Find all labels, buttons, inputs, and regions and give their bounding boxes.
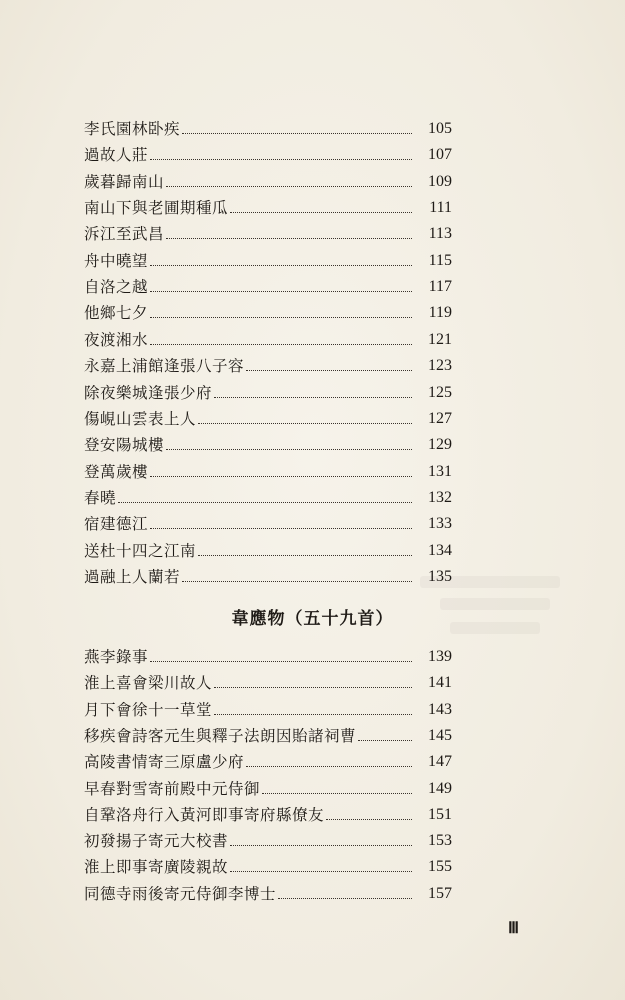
toc-entry — [84, 508, 452, 534]
toc-entry-page: 153 — [428, 832, 452, 850]
dot-leader — [166, 186, 412, 187]
section-heading: 韋應物（五十九首） — [231, 609, 394, 629]
toc-entry-title: 春曉 — [84, 488, 117, 507]
toc-entry-title: 舟中曉望 — [84, 251, 149, 270]
toc-entry-page: 123 — [428, 357, 452, 375]
dot-leader — [230, 845, 412, 846]
toc-entry — [84, 350, 452, 376]
toc-entry — [84, 403, 452, 429]
toc-entry-page: 111 — [429, 199, 452, 217]
toc-entry-title: 過故人莊 — [84, 146, 149, 165]
toc-entry-title: 夜渡湘水 — [84, 330, 149, 349]
dot-leader — [198, 555, 412, 556]
toc-entry — [84, 694, 452, 720]
toc-entry-page: 125 — [428, 383, 452, 401]
toc-entry — [84, 746, 452, 772]
toc-entry — [84, 561, 452, 587]
dot-leader — [246, 370, 412, 371]
toc-entry-title: 泝江至武昌 — [84, 225, 165, 244]
toc-entry-title: 同德寺雨後寄元侍御李博士 — [84, 884, 277, 903]
toc-entry-title: 登萬歲樓 — [84, 462, 149, 481]
toc-entry — [84, 456, 452, 482]
dot-leader — [150, 661, 412, 662]
toc-entry — [84, 482, 452, 508]
toc-entry-page: 119 — [428, 304, 452, 322]
toc-entry-title: 過融上人蘭若 — [84, 567, 181, 586]
dot-leader — [214, 714, 412, 715]
toc-entry-title: 自洛之越 — [84, 278, 149, 297]
toc-entry-page: 107 — [428, 146, 452, 164]
toc-entry — [84, 825, 452, 851]
toc-entry — [84, 377, 452, 403]
toc-entry-page: 151 — [428, 805, 452, 823]
dot-leader — [214, 397, 412, 398]
dot-leader — [182, 581, 412, 582]
toc-entry-title: 除夜樂城逢張少府 — [84, 383, 213, 402]
dot-leader — [214, 687, 412, 688]
toc-entry-title: 送杜十四之江南 — [84, 541, 197, 560]
toc-entry — [84, 429, 452, 455]
dot-leader — [326, 819, 412, 820]
toc-entry-title: 淮上即事寄廣陵親故 — [84, 858, 229, 877]
toc-entry-title: 李氏園林卧疾 — [84, 120, 181, 138]
toc-entry — [84, 166, 452, 192]
toc-entry — [84, 297, 452, 323]
dot-leader — [246, 766, 412, 767]
dot-leader — [230, 871, 412, 872]
toc-entry-page: 131 — [428, 462, 452, 480]
toc-entry-title: 自鞏洛舟行入黃河即事寄府縣僚友 — [84, 805, 325, 824]
toc-entry-title: 永嘉上浦館逢張八子容 — [84, 357, 245, 376]
toc-entry-title: 歲暮歸南山 — [84, 172, 165, 191]
toc-entry-title: 初發揚子寄元大校書 — [84, 832, 229, 851]
dot-leader — [150, 291, 412, 292]
toc-entry-page: 127 — [428, 409, 452, 427]
dot-leader — [150, 265, 412, 266]
toc-entry-page: 143 — [428, 700, 452, 718]
toc-entry — [84, 324, 452, 350]
toc-entry-page: 113 — [428, 225, 452, 243]
dot-leader — [150, 476, 412, 477]
dot-leader — [150, 528, 412, 529]
toc-entry-page: 121 — [428, 330, 452, 348]
toc-entry-page: 139 — [428, 648, 452, 665]
dot-leader — [150, 159, 412, 160]
toc-entry-title: 高陵書情寄三原盧少府 — [84, 753, 245, 772]
toc-entry — [84, 139, 452, 165]
dot-leader — [278, 898, 412, 899]
toc-entry-page: 132 — [428, 488, 452, 506]
toc-entry-page: 117 — [428, 278, 452, 296]
dot-leader — [230, 212, 412, 213]
toc-entry-title: 宿建德江 — [84, 515, 149, 534]
toc-entry-page: 141 — [428, 674, 452, 692]
page-number-footer: Ⅲ — [508, 920, 519, 937]
toc-entry — [84, 720, 452, 746]
dot-leader — [182, 133, 412, 134]
toc-entry-title: 月下會徐十一草堂 — [84, 700, 213, 719]
dot-leader — [118, 502, 412, 503]
toc-entry — [84, 271, 452, 297]
dot-leader — [166, 238, 412, 239]
toc-entry-title: 他鄉七夕 — [84, 304, 149, 323]
toc-entry — [84, 851, 452, 877]
toc-entry-page: 149 — [428, 779, 452, 797]
toc-entry-page: 129 — [428, 436, 452, 454]
toc-entry — [84, 218, 452, 244]
toc-entry — [84, 799, 452, 825]
toc-entry — [84, 878, 452, 904]
toc-entry-page: 147 — [428, 753, 452, 771]
toc-entry-page: 109 — [428, 172, 452, 190]
toc-entry-title: 登安陽城樓 — [84, 436, 165, 455]
dot-leader — [262, 793, 412, 794]
toc-entry-page: 157 — [428, 884, 452, 902]
toc-entry — [84, 192, 452, 218]
toc-entry — [84, 113, 452, 139]
toc-entry — [84, 773, 452, 799]
dot-leader — [166, 449, 412, 450]
toc-entry-page: 105 — [428, 120, 452, 137]
toc-entry-page: 155 — [428, 858, 452, 876]
toc-entry-page: 135 — [428, 567, 452, 585]
toc-entry — [84, 667, 452, 693]
toc-entry-title: 燕李錄事 — [84, 648, 149, 666]
toc-entry-page: 133 — [428, 515, 452, 533]
toc-entry — [84, 535, 452, 561]
dot-leader — [198, 423, 412, 424]
toc-entry-title: 移疾會詩客元生與釋子法朗因貽諸祠曹 — [84, 726, 357, 745]
toc-entry-title: 南山下與老圃期種瓜 — [84, 199, 229, 218]
toc-entry — [84, 245, 452, 271]
toc-entry-page: 145 — [428, 726, 452, 744]
toc-entry-title: 早春對雪寄前殿中元侍御 — [84, 779, 261, 798]
dot-leader — [150, 344, 412, 345]
toc-entry-page: 134 — [428, 541, 452, 559]
dot-leader — [150, 317, 412, 318]
dot-leader — [358, 740, 412, 741]
toc-entry-title: 淮上喜會梁川故人 — [84, 674, 213, 693]
toc-entry-title: 傷峴山雲表上人 — [84, 409, 197, 428]
toc-entry-page: 115 — [428, 251, 452, 269]
toc-entry — [84, 641, 452, 667]
